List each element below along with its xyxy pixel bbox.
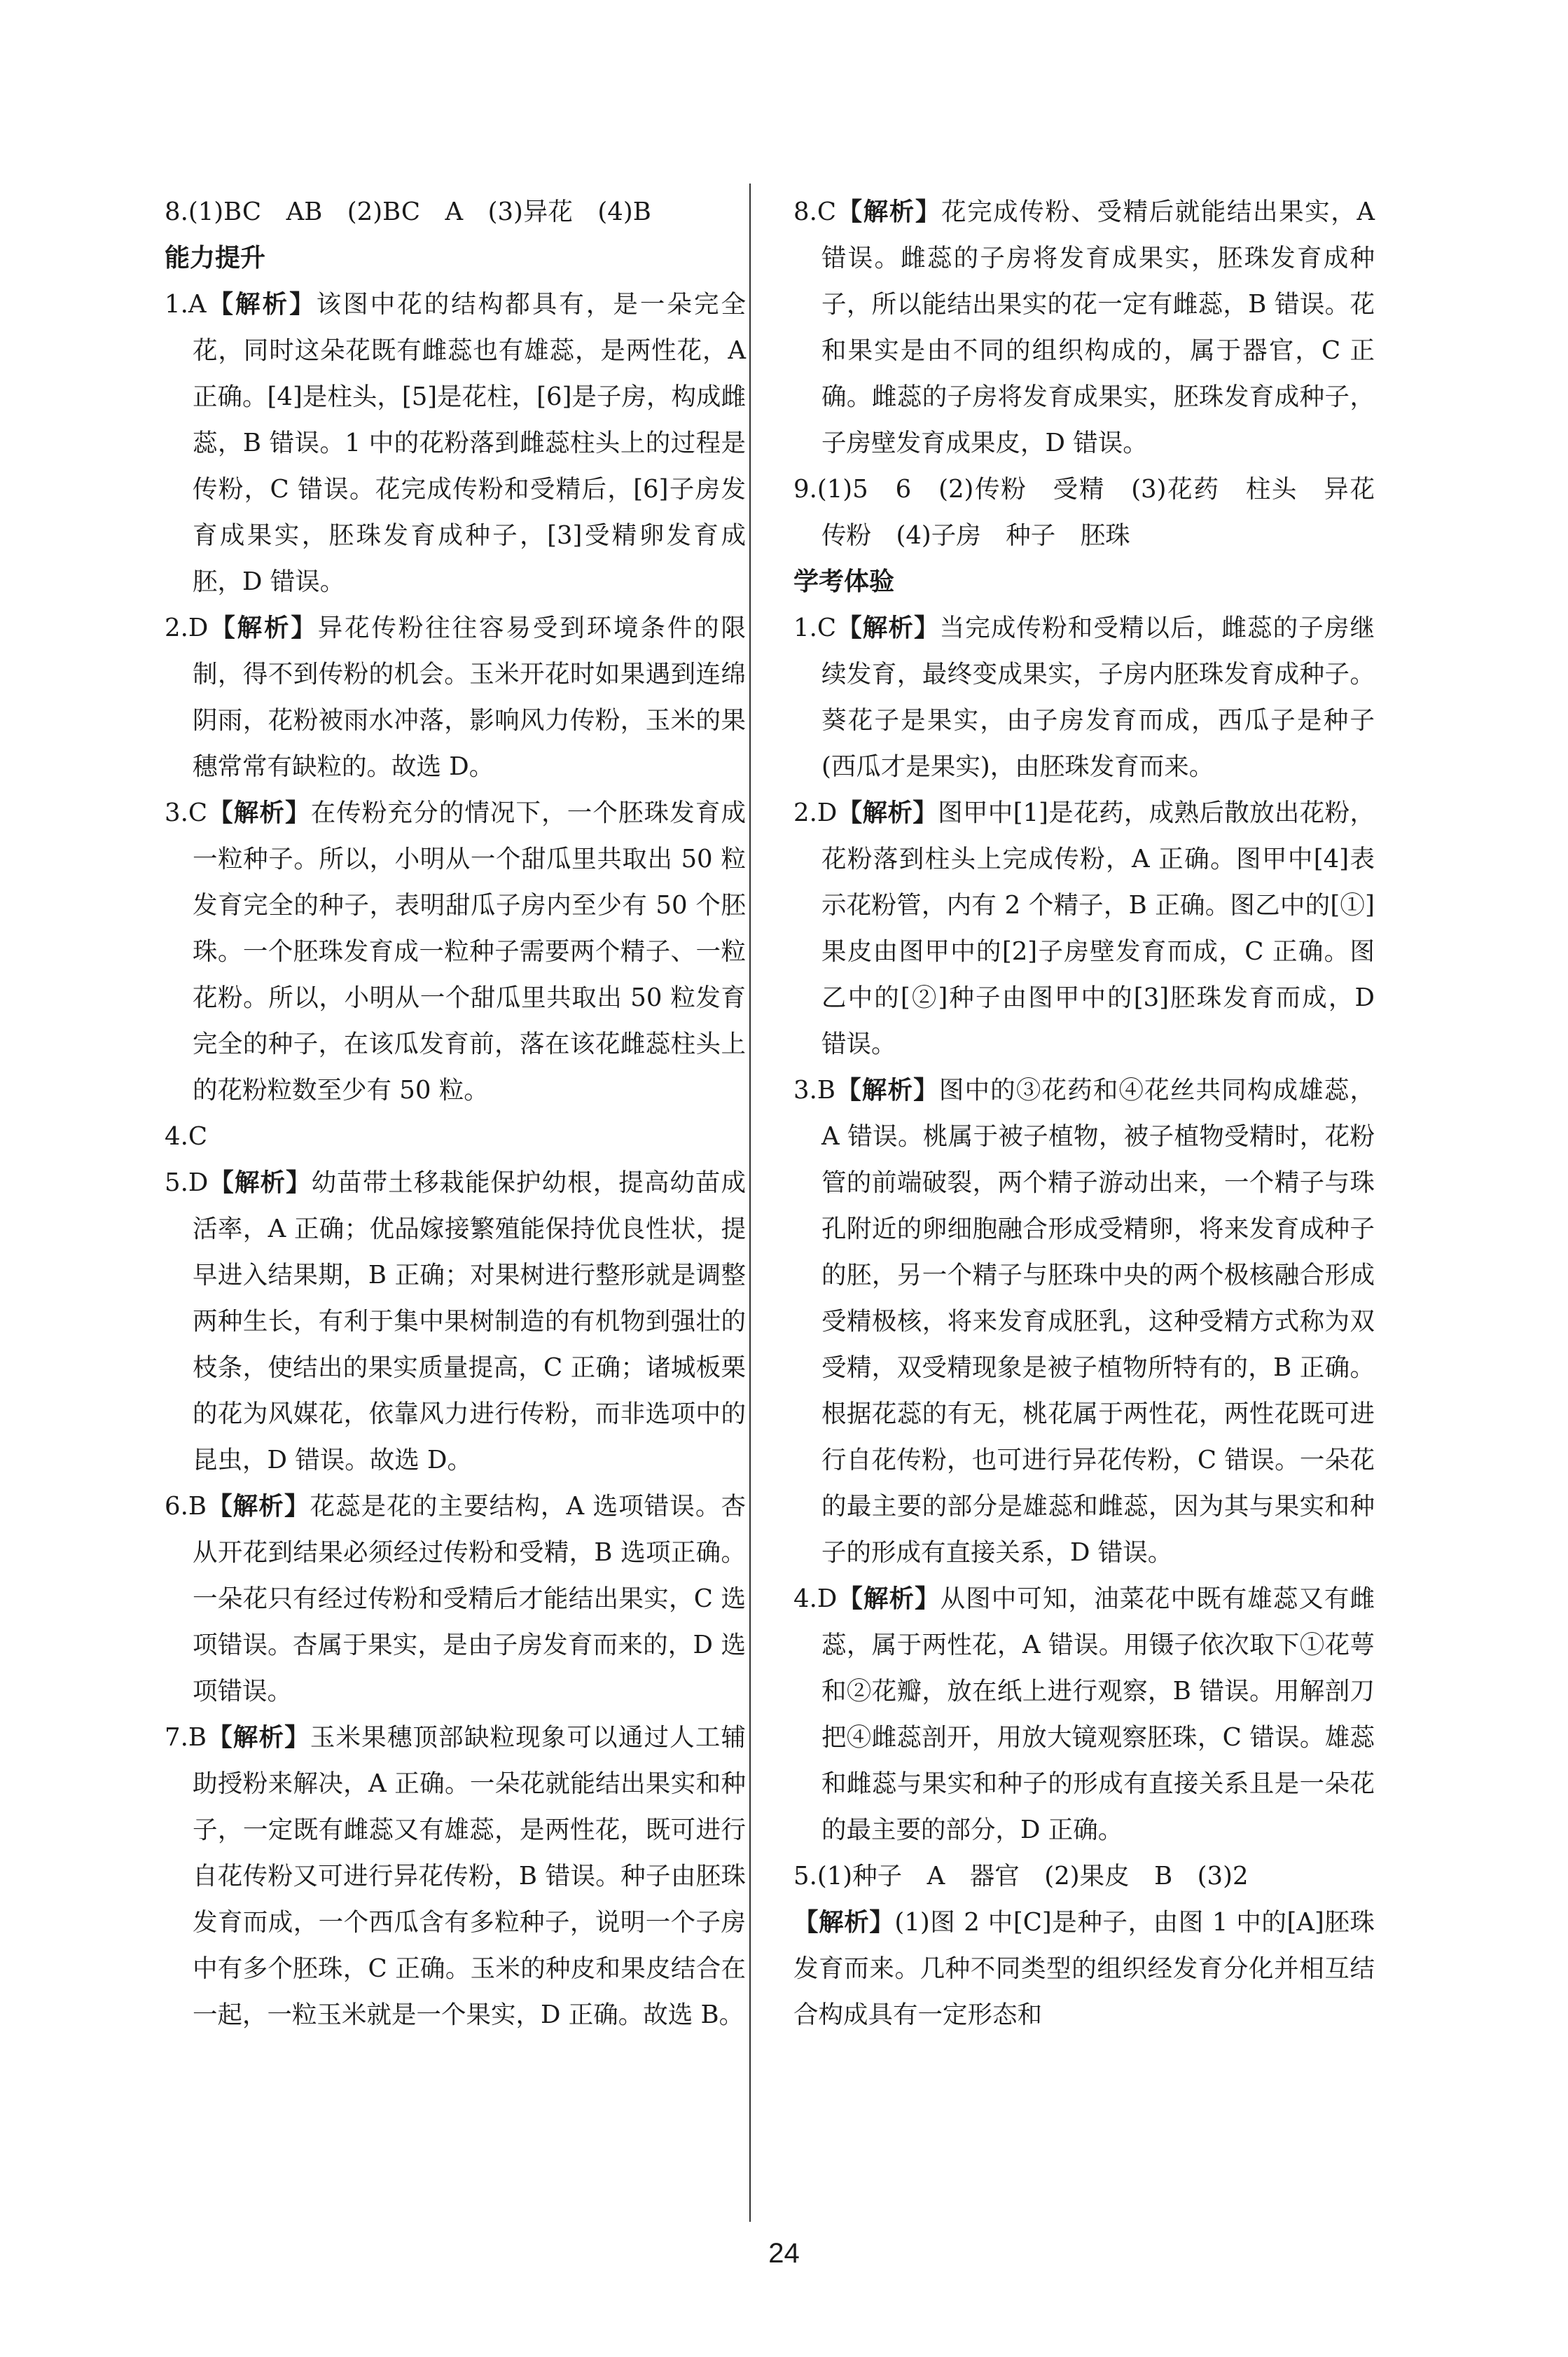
answer-item: [165, 282, 746, 605]
answer-item: [793, 790, 1375, 1067]
analysis-tag: 【解析】: [206, 1492, 310, 1521]
item-number: 5.D: [165, 1168, 209, 1197]
item-text: 当完成传粉和受精以后，雌蕊的子房继续发育，最终变成果实，子房内胚珠发育成种子。葵花子是果实，由子房发育而成，西瓜子是种子(西瓜才是果实)，由胚珠发育而来。: [821, 614, 1375, 781]
answer-line: [165, 189, 746, 235]
item-number: 4.D: [793, 1584, 838, 1613]
analysis-tag: 【解析】: [793, 1908, 895, 1937]
answer-item: [165, 605, 746, 790]
item-text: 在传粉充分的情况下，一个胚珠发育成一粒种子。所以，小明从一个甜瓜里共取出 50 粒发育完全的种子，表明甜瓜子房内至少有 50 个胚珠。一个胚珠发育成一粒种子需要两个精子、一粒花粉。所以，小明从一个甜瓜里共取出 50 粒发育完全的种子，在该瓜发育前，落在该花雌蕊柱头上的花粉粒数至少有 50 粒。: [193, 799, 746, 1105]
left-column: [165, 189, 746, 2038]
answer-item: [165, 790, 746, 1114]
section-heading: 学考体验: [793, 567, 895, 596]
analysis-tag: 【解析】: [837, 1584, 941, 1613]
item-text: (1)种子 A 器官 (2)果皮 B (3)2: [817, 1862, 1249, 1891]
item-number: 1.A: [165, 290, 207, 319]
page-number: 24: [768, 2238, 800, 2269]
item-text: (1)5 6 (2)传粉 受精 (3)花药 柱头 异花传粉 (4)子房 种子 胚珠: [817, 475, 1375, 550]
item-number: 2.D: [165, 614, 209, 642]
answer-item: [793, 1853, 1375, 1900]
answer-item: [793, 605, 1375, 790]
item-number: 1.C: [793, 614, 837, 642]
column-divider: [749, 184, 751, 2222]
analysis-tag: 【解析】: [837, 799, 938, 827]
answer-item: [793, 1576, 1375, 1853]
answer-item: [793, 466, 1375, 559]
analysis-tag: 【解析】: [206, 290, 317, 319]
analysis-tag: 【解析】: [835, 1076, 939, 1105]
item-number: 2.D: [793, 799, 838, 827]
answer-item: [793, 1067, 1375, 1576]
analysis-tag: 【解析】: [836, 198, 941, 226]
item-text: 图中的③花药和④花丝共同构成雄蕊，A 错误。桃属于被子植物，被子植物受精时，花粉管的前端破裂，两个精子游动出来，一个精子与珠孔附近的卵细胞融合形成受精卵，将来发育成种子的胚，另一个精子与胚珠中央的两个极核融合形成受精极核，将来发育成胚乳，这种受精方式称为双受精，双受精现象是被子植物所特有的，B 正确。根据花蕊的有无，桃花属于两性花，两性花既可进行自花传粉，也可进行异花传粉，C 错误。一朵花的最主要的部分是雄蕊和雌蕊，因为其与果实和种子的形成有直接关系，D 错误。: [821, 1076, 1375, 1567]
item-text: 异花传粉往往容易受到环境条件的限制，得不到传粉的机会。玉米开花时如果遇到连绵阴雨，花粉被雨水冲落，影响风力传粉，玉米的果穗常常有缺粒的。故选 D。: [193, 614, 746, 781]
analysis-tag: 【解析】: [208, 1168, 312, 1197]
answer-line: [793, 1900, 1375, 2038]
analysis-tag: 【解析】: [208, 614, 318, 642]
item-number: 4.C: [165, 1122, 208, 1151]
item-text: 玉米果穗顶部缺粒现象可以通过人工辅助授粉来解决，A 正确。一朵花就能结出果实和种子，一定既有雌蕊又有雄蕊，是两性花，既可进行自花传粉又可进行异花传粉，B 错误。种子由胚珠发育而成，一个西瓜含有多粒种子，说明一个子房中有多个胚珠，C 正确。玉米的种皮和果皮结合在一起，一粒玉米就是一个果实，D 正确。故选 B。: [193, 1723, 746, 2029]
answer-item: [165, 1114, 746, 1160]
item-text: 幼苗带土移栽能保护幼根，提高幼苗成活率，A 正确；优品嫁接繁殖能保持优良性状，提早进入结果期，B 正确；对果树进行整形就是调整两种生长，有利于集中果树制造的有机物到强壮的枝条，使结出的果实质量提高，C 正确；诸城板栗的花为风媒花，依靠风力进行传粉，而非选项中的昆虫，D 错误。故选 D。: [193, 1168, 746, 1474]
answer-item: [165, 1484, 746, 1715]
item-text: (1)图 2 中[C]是种子，由图 1 中的[A]胚珠发育而来。几种不同类型的组织经发育分化并相互结合构成具有一定形态和: [793, 1908, 1375, 2029]
item-number: 5.: [793, 1862, 817, 1891]
item-number: 7.B: [165, 1723, 207, 1752]
item-number: 9.: [793, 475, 817, 504]
item-number: 6.B: [165, 1492, 207, 1521]
item-text: 8.(1)BC AB (2)BC A (3)异花 (4)B: [165, 198, 651, 226]
answer-item: [165, 1160, 746, 1484]
answer-item: [165, 1715, 746, 2038]
answer-item: [793, 189, 1375, 466]
item-text: 该图中花的结构都具有，是一朵完全花，同时这朵花既有雌蕊也有雄蕊，是两性花，A 正确。[4]是柱头，[5]是花柱，[6]是子房，构成雌蕊，B 错误。1 中的花粉落到雌蕊柱头上的过程是传粉，C 错误。花完成传粉和受精后，[6]子房发育成果实，胚珠发育成种子，[3]受精卵发育成胚，D 错误。: [193, 290, 746, 596]
section-heading: 能力提升: [165, 244, 266, 272]
item-text: 花蕊是花的主要结构，A 选项错误。杏从开花到结果必须经过传粉和受精，B 选项正确。一朵花只有经过传粉和受精后才能结出果实，C 选项错误。杏属于果实，是由子房发育而来的，D 选项错误。: [193, 1492, 746, 1706]
item-text: 图甲中[1]是花药，成熟后散放出花粉，花粉落到柱头上完成传粉，A 正确。图甲中[4]表示花粉管，内有 2 个精子，B 正确。图乙中的[①]果皮由图甲中的[2]子房壁发育而成，C 正确。图乙中的[②]种子由图甲中的[3]胚珠发育而成，D 错误。: [821, 799, 1375, 1058]
item-text: 从图中可知，油菜花中既有雄蕊又有雌蕊，属于两性花，A 错误。用镊子依次取下①花萼和②花瓣，放在纸上进行观察，B 错误。用解剖刀把④雌蕊剖开，用放大镜观察胚珠，C 错误。雄蕊和雌蕊与果实和种子的形成有直接关系且是一朵花的最主要的部分，D 正确。: [821, 1584, 1375, 1844]
analysis-tag: 【解析】: [836, 614, 940, 642]
item-text: 花完成传粉、受精后就能结出果实，A 错误。雌蕊的子房将发育成果实，胚珠发育成种子，所以能结出果实的花一定有雌蕊，B 错误。花和果实是由不同的组织构成的，属于器官，C 正确。雌蕊的子房将发育成果实，胚珠发育成种子，子房壁发育成果皮，D 错误。: [821, 198, 1375, 457]
item-number: 3.C: [165, 799, 208, 827]
item-number: 8.C: [793, 198, 837, 226]
analysis-tag: 【解析】: [206, 1723, 310, 1752]
analysis-tag: 【解析】: [207, 799, 311, 827]
item-number: 3.B: [793, 1076, 835, 1105]
right-column: [793, 189, 1375, 2038]
